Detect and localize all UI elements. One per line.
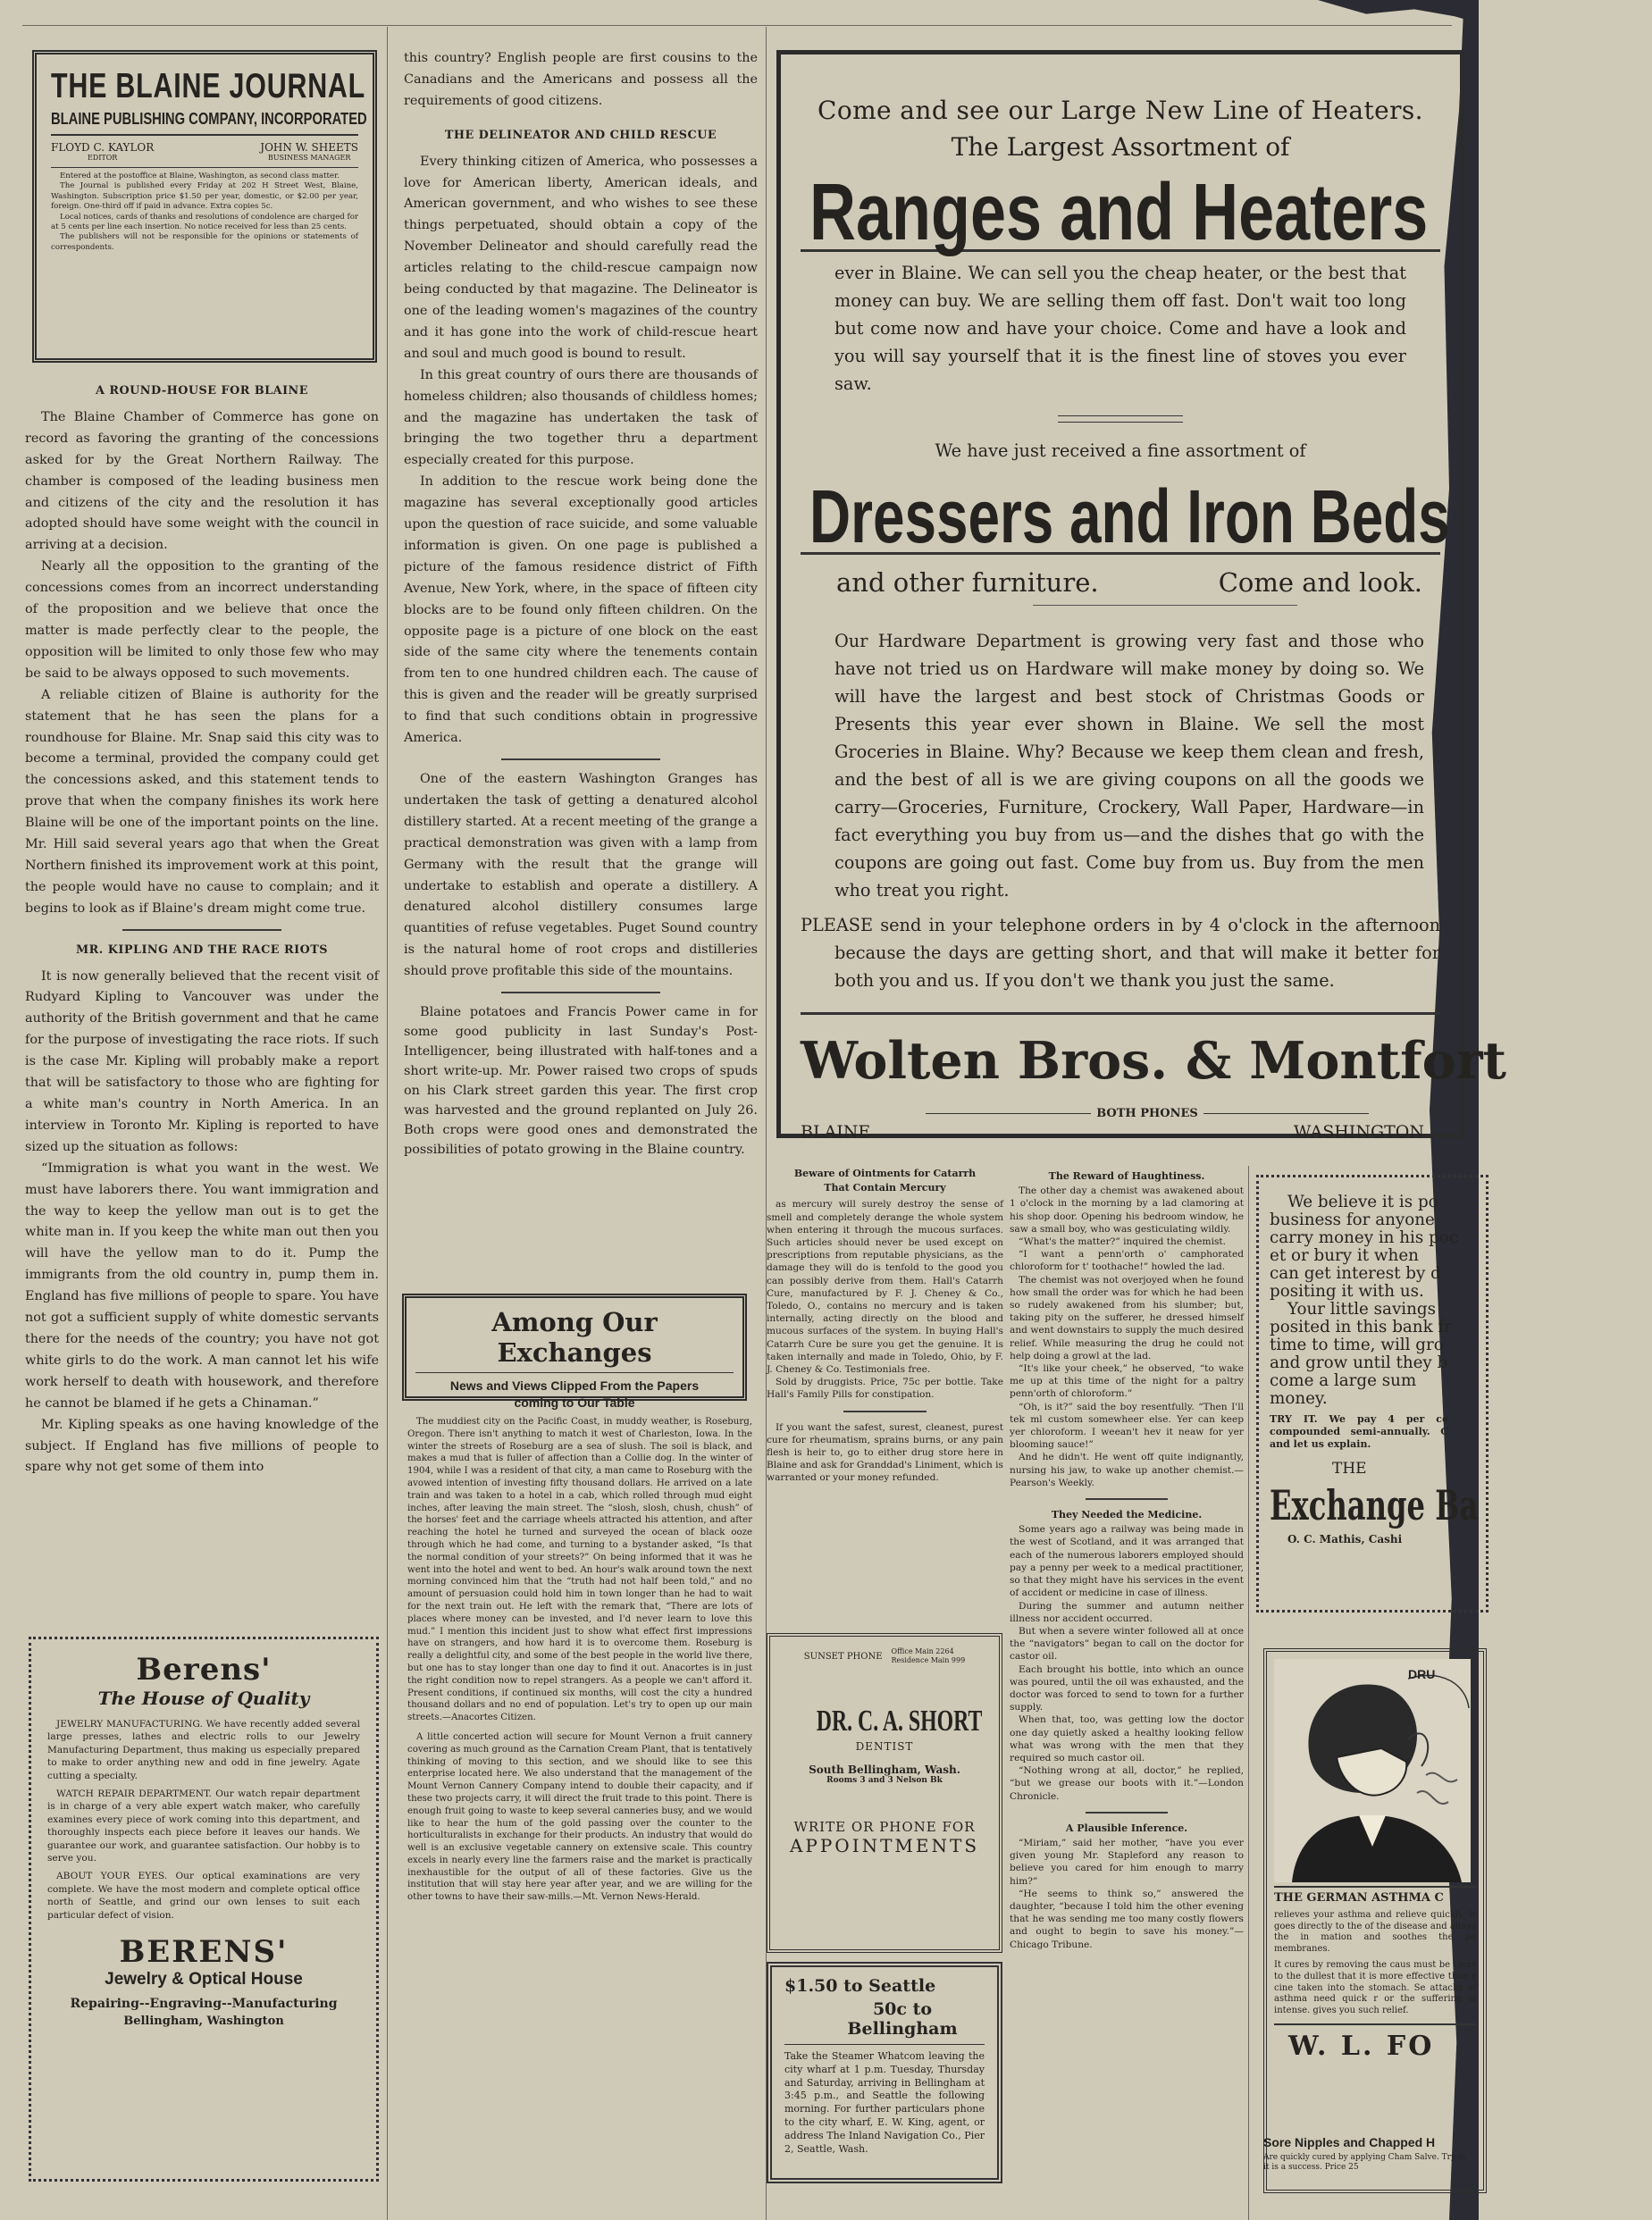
berens-name: Berens' xyxy=(136,1652,272,1688)
article-paragraph: as mercury will surely destroy the sense of smell and completely derange the whole system when entering it through the mucous surfaces. Such articles should never be used except on prescriptions from reputable physicians, as the damage they will do is tenfold to the good you can possibly derive from them. Hall's Catarrh Cure, manufactured by F. J. Cheney & Co., Toledo, O., contains no mercury and is taken internally, acting directly on the blood and mucous surfaces of the system. In buying Hall's Catarrh Cure be sure you get the genuine. It is taken internally and made in Toledo, Ohio, by F. J. Cheney & Co. Testimonials free. xyxy=(767,1199,1003,1376)
bank-cashier: O. C. Mathis, Cashi xyxy=(1287,1533,1403,1546)
article-paragraph: “Miriam,” said her mother, “have you ever given young Mr. Stapleford any reason to believe you cared for him enough to marry him?” xyxy=(1010,1837,1244,1887)
wolten-subhead: We have just received a fine assortment of xyxy=(935,440,1306,461)
article-paragraph: If you want the safest, surest, cleanest, purest cure for rheumatism, sprains burns, or any pain flesh is heir to, go to either drug store here in Blaine and ask for Granddad's Liniment, which is warranted or your money refunded. xyxy=(767,1421,1003,1484)
dentist-rooms: Rooms 3 and 3 Nelson Bk xyxy=(826,1776,943,1785)
asthma-signature: W. L. FO xyxy=(1288,2031,1435,2063)
bank-line: carry money in his poc xyxy=(1270,1228,1459,1247)
article-paragraph: The muddiest city on the Pacific Coast, in muddy weather, is Roseburg, Oregon. There isn't anything to match it west of Charleston, Iowa. In the winter the streets of Roseburg are a sea of slush. The soil is black, and makes a mud that is fuller of affection than a Collie dog. In the winter of 1904, while I was a resident of that city, a man came to Roseburg with the avowed intention of investing fifty thousand dollars. He arrived on a late train and was taken to a hotel in a cab, which rolled through mud eight inches, after leaving the main street. The “slosh, slosh, chush, chush” of the horses' feet and the carriage wheels attracted his attention, and after reaching the hotel he turned and surveyed the ocean of black ooze through which he had come, and turning to a bystander asked, “Is that the normal condition of your streets?” On being informed that it was he went into the hotel and went to bed. An hour's walk around town the next morning convinced him that the “truth had not half been told,” and no amount of persuasion could hold him in town longer than he had to wait for the next train out. He left with the remark that, “There are lots of places where money can be invested, and I'd never learn to love this mud.” I mention this incident just to show what effect first impressions have on strangers, and how hard it is to overcome them. Roseburg is really a delightful city, and some of the best people in the world live there, but one has to stay longer than one day to find it out. Anacortes is in just the right condition now to repel strangers. As a people we can't afford it. Present conditions, if continued six months, will cost the city a hundred thousand dollars and no end of population. Let's try to open up our main streets.—Anacortes Citizen. xyxy=(407,1417,752,1723)
masthead-publisher: BLAINE PUBLISHING COMPANY, INCORPORATED xyxy=(51,110,367,128)
bank-line: et or bury it when xyxy=(1270,1246,1419,1265)
sore-nipples-text: Are quickly cured by applying Cham Salve. Try it; it is a success. Price 25 xyxy=(1263,2153,1467,2172)
article-heading: THE DELINEATOR AND CHILD RESCUE xyxy=(444,128,717,142)
column-6-clip xyxy=(1253,1166,1479,2220)
wolten-paragraph: PLEASE send in your telephone orders in by 4 o'clock in the afternoon because the days are getting short, and that will make it better for both you and us. If you don't we thank you just the same. xyxy=(801,915,1440,991)
exchanges-articles xyxy=(407,1416,752,1904)
article-heading: Beware of Ointments for Catarrh xyxy=(793,1168,977,1179)
wolten-name: Wolten Bros. & Montfort xyxy=(801,1031,1507,1091)
manager-role: BUSINESS MANAGER xyxy=(267,154,351,162)
article-paragraph: “Immigration is what you want in the west. We must have laborers there. You want immigration and the way to keep the yellow man out is to get the white man in. If you keep the white man out then you will have the yellow man to do it. Pump the immigrants from the old country in, pump them in. England has five millions of people to spare. You have not got a sufficient supply of white domestic servants there for the needs of the country; you have not got white girls to do the work. A man cannot let his wife work herself to death with housework, and therefore he cannot be blamed if he gets a Chinaman.” xyxy=(25,1160,379,1411)
section-rule xyxy=(1086,1812,1168,1814)
asthma-paragraph: relieves your asthma and relieve quickly. It goes directly to the of the disease and allays the in mation and soothes the pa membranes. xyxy=(1274,1910,1476,1954)
article-heading: A ROUND-HOUSE FOR BLAINE xyxy=(95,384,309,398)
torn-top-edge xyxy=(1318,0,1479,23)
column-2-articles xyxy=(404,48,758,1160)
column-1-articles xyxy=(25,375,379,1479)
section-rule xyxy=(122,929,281,931)
article-heading: MR. KIPLING AND THE RACE RIOTS xyxy=(76,942,328,957)
section-rule xyxy=(1086,1498,1168,1500)
drug-label: DRU xyxy=(1408,1667,1436,1681)
article-paragraph: One of the eastern Washington Granges has undertaken the task of getting a denatured alcohol distillery started. At a recent meeting of the grange a practical demonstration was given with a lamp from Germany with the result that the grange will undertake to establish and operate a distillery. A denatured alcohol distillery consumes large quantities of refuse vegetables. Puget Sound country is the natural home of root crops and distilleries should prove profitable this side of the mountains. xyxy=(404,772,758,979)
dentist-role: DENTIST xyxy=(855,1740,914,1753)
phone-residence: Residence Main 999 xyxy=(891,1656,966,1664)
article-paragraph: The other day a chemist was awakened about 1 o'clock in the morning by a lad clamoring at his shop door. Opening his bedroom window, he saw a small boy, who was gesticulating wildly. xyxy=(1010,1185,1244,1235)
article-paragraph: The Blaine Chamber of Commerce has gone on record as favoring the granting of the concessions asked for by the Great Northern Railway. The chamber is composed of the leading business men and citizens of the city and the resolution it has adopted should have some weight with the council in arriving at a decision. xyxy=(25,409,379,553)
masthead-notice: Local notices, cards of thanks and resolutions of condolence are charged for at 5 cents per line each insertion. No notice received for less than 25 cents. xyxy=(51,212,358,232)
steamer-advert xyxy=(767,1962,1002,2183)
wolten-furniture-text: and other furniture. xyxy=(836,567,1099,598)
dentist-name: DR. C. A. SHORT xyxy=(816,1705,983,1738)
wolten-city: BLAINE xyxy=(801,1122,871,1142)
masthead-notice: The Journal is published every Friday at 202 H Street West, Blaine, Washington. Subscription price $1.50 per year, domestic, or $2.00 per year, foreign. One-third off if paid in advance. Extra copies 5c. xyxy=(51,181,358,212)
article-paragraph: “I want a penn'orth o' camphorated chloroform for t' toothache!” howled the lad. xyxy=(1010,1249,1244,1273)
article-heading: That Contain Mercury xyxy=(824,1182,946,1194)
wolten-paragraph: ever in Blaine. We can sell you the cheap heater, or the best that money can buy. We are selling them off fast. Don't wait too long but come now and have your choice. Come and have a look and you will say yourself that it is the finest line of stoves you ever saw. xyxy=(834,263,1406,394)
wolten-paragraph: Our Hardware Department is growing very fast and those who have not tried us on Hardware will make money by doing so. We will have the largest and best stock of Christmas Goods or Presents this year ever shown in Blaine. We sell the most Groceries in Blaine. Why? Because we keep them clean and fresh, and the best of all is we are giving coupons on all the goods we carry—Groceries, Furniture, Crockery, Wall Paper, Hardware—in fact everything you buy from us—and the dishes that go with the coupons are going out fast. Come buy from us. Buy from the men who treat you right. xyxy=(834,631,1424,901)
editor-role: EDITOR xyxy=(87,154,118,162)
phone-office: Office Main 2264 xyxy=(891,1647,954,1655)
sore-nipples-heading: Sore Nipples and Chapped H xyxy=(1263,2135,1436,2149)
article-paragraph: Blaine potatoes and Francis Power came in for some good publicity in last Sunday's Post-Intelligencer, being illustrated with half-tones and a short write-up. Mr. Power raised two crops of spuds on his Clark street garden this year. The first crop was harvested and the ground replanted on July 26. Both crops were good ones and demonstrated the possibilities of potato growing in the Blaine country. xyxy=(404,1005,758,1158)
page-top-rule xyxy=(22,25,1452,26)
wolten-headline: Come and see our Large New Line of Heaters. xyxy=(818,96,1423,125)
article-paragraph: The chemist was not overjoyed when he found how small the order was for which he had been so rudely awakened from his slumber; but, taking pity on the sufferer, he dressed himself and went downstairs to supply the much desired relief. While measuring the drug he could not help doing a growl at the lad. xyxy=(1010,1274,1244,1361)
berens-name-footer: BERENS' xyxy=(119,1934,289,1971)
article-paragraph: Sold by druggists. Price, 75c per bottle. Take Hall's Family Pills for constipation. xyxy=(767,1377,1003,1401)
wolten-big-headline: Ranges and Heaters xyxy=(809,168,1429,257)
bank-line: time to time, will gro xyxy=(1270,1336,1444,1354)
article-paragraph: It is now generally believed that the recent visit of Rudyard Kipling to Vancouver was under the authority of the British government and that he came for the purpose of investigating the race riots. If such is the case Mr. Kipling will probably make a report that will be satisfactory to those who are fighting for a white man's country in North America. In an interview in Toronto Mr. Kipling is reported to have sized up the situation as follows: xyxy=(25,968,379,1154)
column-rule xyxy=(387,27,388,2220)
steamer-price-seattle: $1.50 to Seattle xyxy=(784,1976,936,1996)
dentist-cta: APPOINTMENTS xyxy=(789,1835,980,1856)
wolten-big-headline: Dressers and Iron Beds xyxy=(809,474,1450,558)
article-heading: The Reward of Haughtiness. xyxy=(1048,1170,1205,1182)
article-paragraph: But when a severe winter followed all at once the “navigators” began to call on the doctor for castor oil. xyxy=(1010,1625,1244,1663)
berens-advert xyxy=(29,1637,379,2182)
article-paragraph: A little concerted action will secure for Mount Vernon a fruit cannery covering as much ground as the Carnation Cream Plant, that is tentatively thinking of moving to this section, and we should like to see this enterprise located here. We also understand that the management of the Mount Vernon Cannery Company intend to double their capacity, and if these two projects carry, it will direct the fruit trade to this point. There is enough fruit going to waste to keep several canneries busy, and we would like to hear the hum of the gold passing over the counter to the horticulturalists in exchange for their products. An industry that would do well is an exclusive vegetable cannery on extensive scale. This country excels in nearly every line the farmers raise and the market is practically inexhaustible for the output of all of these factories. Give us the institution that will stay here year after year, and we are willing for the other towns to have their saw-mills.—Mt. Vernon News-Herald. xyxy=(407,1731,752,1903)
article-paragraph: Nearly all the opposition to the granting of the concessions comes from an incorrect understanding of the proposition and we believe that once the matter is made perfectly clear to the people, the opposition will be limited to only those few who may be said to be always opposed to such movements. xyxy=(25,559,379,681)
article-paragraph: this country? English people are first cousins to the Canadians and the Americans and possess all the requirements of good citizens. xyxy=(404,51,758,108)
manager-name: JOHN W. SHEETS xyxy=(260,141,358,154)
article-paragraph: Some years ago a railway was being made in the west of Scotland, and it was arranged that each of the numerous laborers employed should pay a penny per week to a medical practitioner, so that they might have his services in the event of accident or medicine in case of illness. xyxy=(1010,1524,1244,1599)
article-paragraph: “It's like your cheek,” he observed, “to wake me up at this time of the night for a paltry penn'orth of chloroform.” xyxy=(1010,1363,1244,1400)
article-paragraph: “He seems to think so,” answered the daughter, “because I told him the other evening that he was sending me too many costly flowers and ought to begin to save his money.”—Chicago Tribune. xyxy=(1010,1888,1244,1950)
article-paragraph: Every thinking citizen of America, who possesses a love for American liberty, American ideals, and American government, and who wishes to see these things perpetuated, should obtain a copy of the November Delineator and should carefully read the articles relating to the child-rescue campaign now being conducted by that magazine. The Delineator is one of the leading women's magazines of the country and it has gone into the work of child-rescue heart and soul and much good is bound to result. xyxy=(404,154,758,361)
dentist-address: South Bellingham, Wash. xyxy=(809,1763,960,1776)
wolten-come-look-text: Come and look. xyxy=(1218,567,1422,598)
article-paragraph: In this great country of ours there are thousands of homeless children; also thousands of childless homes; and the magazine has undertaken the task of bringing the two together thru a department especially created for this purpose. xyxy=(404,367,758,468)
steamer-paragraph: Take the Steamer Whatcom leaving the city wharf at 1 p.m. Tuesday, Thursday and Saturday, arriving in Bellingham at 3:45 p.m., and Seattle the following morning. For further particulars phone to the city wharf, E. W. King, agent, or address The Inland Navigation Co., Pier 2, Seattle, Wash. xyxy=(784,2050,985,2155)
berens-services: Repairing--Engraving--Manufacturing xyxy=(70,1997,338,2012)
column-5-articles xyxy=(1010,1169,1244,1951)
article-paragraph: When that, too, was getting low the doctor one day quietly asked a healthy looking fellow what was wrong with the men that they required so much castor oil. xyxy=(1010,1714,1244,1763)
wolten-state: WASHINGTON xyxy=(1293,1122,1424,1142)
article-paragraph: “Oh, is it?” said the boy resentfully. “Then I'll tek ml custom somewheer else. Yer can keep yer chloroform. I weean't hev it neaw for yer blooming sauce!” xyxy=(1010,1401,1244,1451)
article-paragraph: A reliable citizen of Blaine is authority for the statement that he has seen the plans for a roundhouse for Blaine. Mr. Snap said this city was to become a terminal, provided the company could get the concessions asked, and this statement tends to prove that when the company finishes its work here Blaine will be one of the important points on the line. Mr. Hill said several years ago that when the Great Northern finished its improvement work at this point, the people would have no cause to complain; and it begins to look as if Blaine's dream might come true. xyxy=(25,687,379,916)
berens-paragraph: WATCH REPAIR DEPARTMENT. Our watch repair department is in charge of a very able expert watch maker, who carefully examines every piece of work coming into this department, and thoroughly inspects each piece before it leaves our hands. We guarantee our work, and guarantee satisfaction. Our hobby is to serve you. xyxy=(47,1789,360,1864)
sick-man-illustration xyxy=(1274,1659,1471,1882)
wolten-advert xyxy=(776,50,1507,1142)
berens-paragraph: ABOUT YOUR EYES. Our optical examinations are very complete. We have the most modern and complete optical office north of Seattle, and grind our own lenses to suit each particular defect of vision. xyxy=(47,1871,360,1921)
bank-line: posited in this bank fr xyxy=(1270,1318,1452,1336)
bank-line: We believe it is po xyxy=(1287,1193,1438,1211)
berens-tagline: The House of Quality xyxy=(97,1688,310,1709)
bank-try-it: TRY IT. We pay 4 per ce compounded semi-annually. C and let us explain. xyxy=(1270,1413,1448,1450)
phone-label: SUNSET PHONE xyxy=(803,1651,883,1662)
wolten-subhead: The Largest Assortment of xyxy=(951,132,1290,162)
article-paragraph: Each brought his bottle, into which an ounce was poured, until the oil was exhausted, and the doctor was forced to send to town for a further supply. xyxy=(1010,1663,1244,1713)
article-heading: A Plausible Inference. xyxy=(1065,1822,1188,1834)
article-paragraph: Mr. Kipling speaks as one having knowledge of the subject. If England has five millions of people to spare why not get some of them into xyxy=(25,1417,379,1475)
bank-line: can get interest by d xyxy=(1270,1264,1441,1283)
column-4-articles xyxy=(767,1166,1003,1485)
berens-subtitle: Jewelry & Optical House xyxy=(105,1970,303,1990)
dentist-cta: WRITE OR PHONE FOR xyxy=(793,1819,976,1835)
exchanges-subtitle: News and Views Clipped From the Papers coming to Our Table xyxy=(449,1378,700,1410)
article-paragraph: “What's the matter?” inquired the chemist. xyxy=(1019,1236,1227,1248)
section-rule xyxy=(501,992,660,993)
exchanges-header xyxy=(402,1294,747,1410)
exchanges-title: Among Our Exchanges xyxy=(491,1307,658,1368)
section-rule xyxy=(843,1411,927,1412)
berens-location: Bellingham, Washington xyxy=(123,2015,284,2029)
asthma-title: THE GERMAN ASTHMA C xyxy=(1274,1891,1444,1905)
masthead-notice: Entered at the postoffice at Blaine, Washington, as second class matter. xyxy=(60,172,340,180)
editor-name: FLOYD C. KAYLOR xyxy=(51,141,155,154)
bank-line: come a large sum xyxy=(1270,1371,1417,1390)
article-paragraph: During the summer and autumn neither illness nor accident occurred. xyxy=(1010,1600,1244,1624)
bank-the: THE xyxy=(1332,1460,1367,1478)
article-heading: They Needed the Medicine. xyxy=(1051,1509,1203,1521)
bank-line: positing it with us. xyxy=(1270,1282,1424,1301)
berens-paragraph: JEWELRY MANUFACTURING. We have recently added several large presses, lathes and electric rolls to our Jewelry Manufacturing Department, thus making us especially prepared to make to order anything new and odd in fine jewelry. Agate cutting a specialty. xyxy=(47,1719,360,1781)
bank-line: Your little savings xyxy=(1287,1300,1436,1319)
section-rule xyxy=(501,758,660,760)
bank-line: business for anyone xyxy=(1270,1211,1435,1229)
steamer-price-bellingham: 50c to Bellingham xyxy=(847,1999,958,2039)
article-paragraph: In addition to the rescue work being done the magazine has several exceptionally good articles upon the question of race suicide, and some valuable information is given. On one page is published a picture of the famous residence district of Fifth Avenue, New York, where, in the space of fifteen city blocks are to be found only fifteen children. On the opposite page is a picture of one block on the east side of the same city where the tenements contain from ten to one hundred children each. The cause of this is given and the reader will be greatly surprised to find that such conditions obtain in progressive America. xyxy=(404,474,758,746)
bank-line: money. xyxy=(1270,1389,1328,1408)
masthead-title: THE BLAINE JOURNAL xyxy=(51,67,366,105)
bank-advert xyxy=(1256,1175,1488,1613)
asthma-paragraph: It cures by removing the caus must be clear to the dullest that it is more effective than r cine taken into the stomach. Se attacks of asthma need quick r or the suffering is intense. gives you such relief. xyxy=(1274,1960,1476,2015)
wolten-phones: BOTH PHONES xyxy=(1096,1107,1198,1120)
article-paragraph: “Nothing wrong at all, doctor,” he replied, “but we grease our boots with it.”—London Chronicle. xyxy=(1010,1765,1244,1802)
masthead-notice: The publishers will not be responsible for the opinions or statements of correspondents. xyxy=(51,232,358,252)
bank-name: Exchange Ba xyxy=(1270,1481,1479,1529)
bank-line: and grow until they b xyxy=(1270,1353,1448,1372)
asthma-advert xyxy=(1263,1648,1487,2193)
column-rule xyxy=(1248,1166,1249,2220)
article-paragraph: And he didn't. He went off quite indignantly, nursing his jaw, to wake up another chemist.—Pearson's Weekly. xyxy=(1010,1452,1244,1488)
masthead xyxy=(32,50,377,363)
dentist-advert xyxy=(767,1633,1002,1953)
